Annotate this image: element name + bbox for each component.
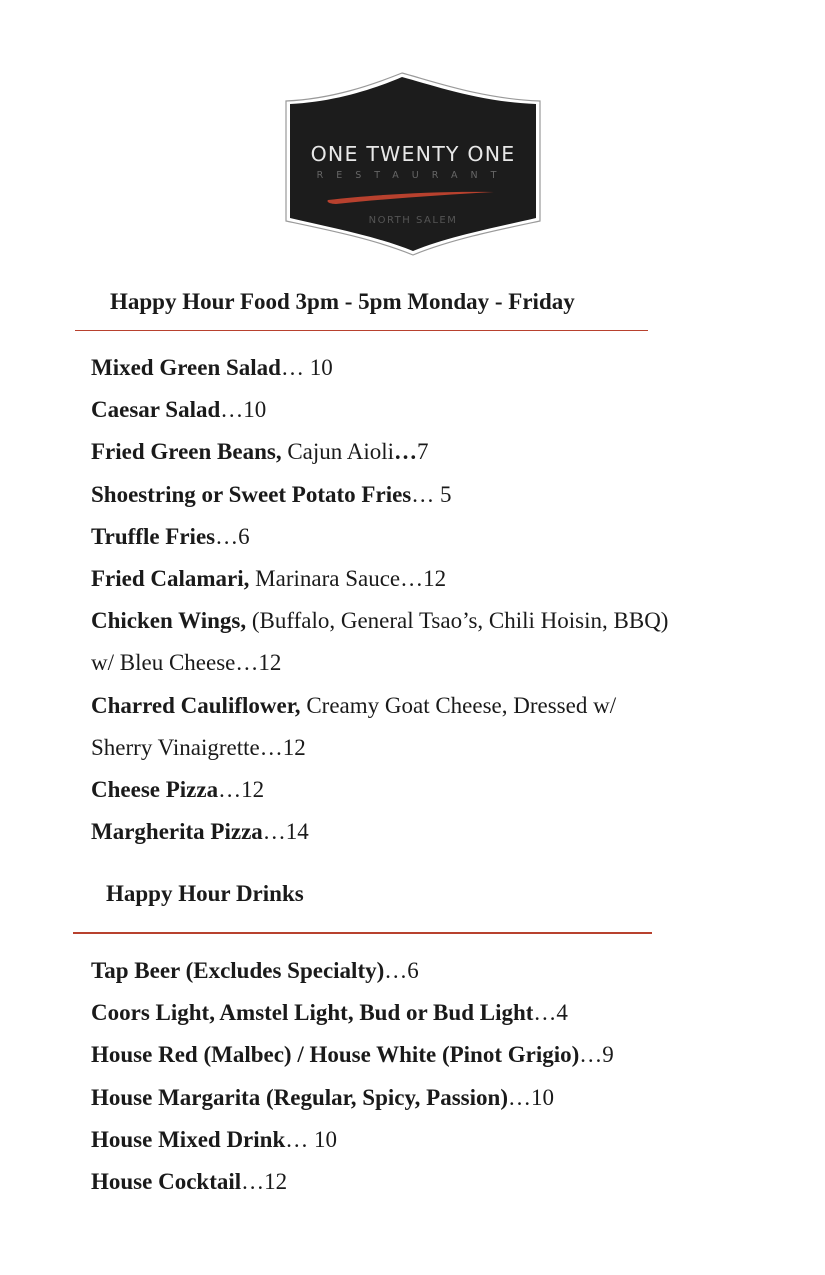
drinks-section-title: Happy Hour Drinks <box>106 881 304 906</box>
menu-item-house-cocktail: House Cocktail…12 <box>91 1169 288 1195</box>
drinks-menu-list <box>91 950 614 1203</box>
menu-item-chicken-wings-cont: w/ Bleu Cheese…12 <box>91 650 282 676</box>
menu-item-fries: Shoestring or Sweet Potato Fries… 5 <box>91 481 452 507</box>
food-section-title: Happy Hour Food 3pm - 5pm Monday - Friday <box>110 289 575 314</box>
drinks-divider <box>73 932 652 934</box>
menu-item-truffle-fries: Truffle Fries…6 <box>91 523 250 549</box>
menu-item-tap-beer: Tap Beer (Excludes Specialty)…6 <box>91 958 419 983</box>
menu-item-caesar-salad: Caesar Salad…10 <box>91 397 267 423</box>
logo-name: ONE TWENTY ONE <box>310 142 516 166</box>
logo-subtitle: RESTAURANT <box>316 170 510 181</box>
menu-item-fried-calamari: Fried Calamari, Marinara Sauce…12 <box>91 566 447 592</box>
menu-item-charred-cauliflower: Charred Cauliflower, Creamy Goat Cheese, Dressed w/ <box>91 692 617 718</box>
food-divider <box>75 330 648 331</box>
logo-location: NORTH SALEM <box>368 215 458 226</box>
logo-badge-icon <box>282 71 544 257</box>
menu-item-chicken-wings: Chicken Wings, (Buffalo, General Tsao’s, Chili Hoisin, BBQ) <box>91 608 669 634</box>
menu-item-domestic-beer: Coors Light, Amstel Light, Bud or Bud Light…4 <box>91 1000 568 1026</box>
menu-item-house-wine: House Red (Malbec) / House White (Pinot Grigio)…9 <box>91 1042 614 1068</box>
menu-item-house-mixed-drink: House Mixed Drink… 10 <box>91 1126 337 1152</box>
food-menu-list <box>91 347 668 853</box>
menu-item-fried-green-beans: Fried Green Beans, Cajun Aioli…7 <box>91 439 429 465</box>
menu-item-cheese-pizza: Cheese Pizza…12 <box>91 777 265 803</box>
menu-item-house-margarita: House Margarita (Regular, Spicy, Passion)…10 <box>91 1084 554 1110</box>
menu-item-charred-cauliflower-cont: Sherry Vinaigrette…12 <box>91 734 306 760</box>
menu-item-margherita-pizza: Margherita Pizza…14 <box>91 819 309 845</box>
menu-item-mixed-green-salad: Mixed Green Salad… 10 <box>91 355 333 380</box>
restaurant-logo <box>282 71 544 257</box>
